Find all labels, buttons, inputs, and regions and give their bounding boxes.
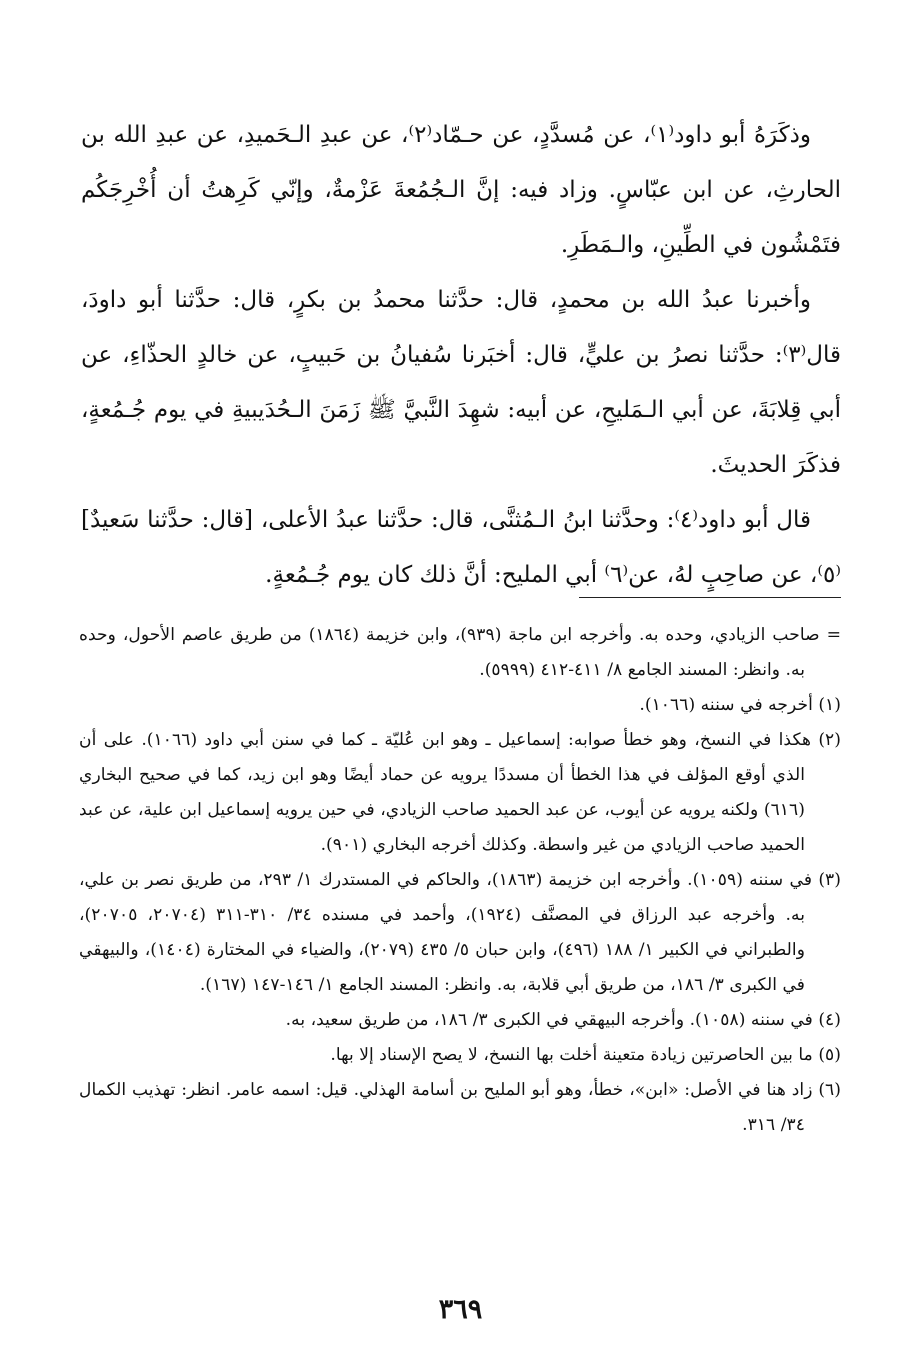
footnote-5: (٥) ما بين الحاصرتين زيادة متعينة أخلت بها النسخ، لا يصح الإسناد إلا بها. xyxy=(330,1045,841,1065)
footnote-6: (٦) زاد هنا في الأصل: «ابن»، خطأ، وهو أبو المليح بن أسامة الهذلي. قيل: اسمه عامر. انظر: تهذيب الكمال ٣٤/ ٣١٦. xyxy=(79,1080,841,1135)
main-paragraph: قال أبو داود⁽٤⁾: وحدَّثنا ابنُ الـمُثنَّى، قال: حدَّثنا عبدُ الأعلى، [قال: حدَّثنا سَعيدٌ]⁽٥⁾، عن صاحِبٍ لهُ، عن⁽٦⁾ أبي المليح: أنَّ ذلك كان يوم جُـمُعةٍ. xyxy=(81,507,841,588)
footnote-continued: = صاحب الزيادي، وحده به. وأخرجه ابن ماجة (٩٣٩)، وابن خزيمة (١٨٦٤) من طريق عاصم الأحول، وحده به. وانظر: المسند الجامع ٨/ ٤١١-٤١٢ (٥٩٩٩). xyxy=(79,625,841,680)
footnotes-section xyxy=(79,618,841,1143)
footnote-2: (٢) هكذا في النسخ، وهو خطأ صوابه: إسماعيل ـ وهو ابن عُليّة ـ كما في سنن أبي داود (١٠٦٦). على أن الذي أوقع المؤلف في هذا الخطأ أن مسددًا يرويه عن حماد أيضًا وهو ابن زيد، كما في صحيح البخاري (٦١٦) ولكنه يرويه عن أيوب، عن عبد الحميد صاحب الزيادي، في حين يرويه إسماعيل ابن علية، عن عبد الحميد صاحب الزيادي من غير واسطة. وكذلك أخرجه البخاري (٩٠١). xyxy=(79,730,841,855)
main-paragraph: وأخبرنا عبدُ الله بن محمدٍ، قال: حدَّثنا محمدُ بن بكرٍ، قال: حدَّثنا أبو داودَ، قال⁽٣⁾: حدَّثنا نصرُ بن عليٍّ، قال: أخبَرنا سُفيانُ بن حَبيبٍ، عن خالدٍ الحذّاءِ، عن أبي قِلابَةَ، عن أبي الـمَليحِ، عن أبيه: شهِدَ النَّبيَّ ﷺ زَمَنَ الـحُدَيبيةِ في يوم جُـمُعةٍ، فذكَرَ الحديثَ. xyxy=(81,287,841,478)
main-paragraph: وذكَرَهُ أبو داود⁽١⁾، عن مُسدَّدٍ، عن حـمّاد⁽٢⁾، عن عبدِ الـحَميدِ، عن عبدِ الله بن الحارثِ، عن ابن عبّاسٍ. وزاد فيه: إنَّ الـجُمُعةَ عَزْمةٌ، وإنّي كَرِهتُ أن أُخْرِجَكُم فتَمْشُون في الطِّينِ، والـمَطَرِ. xyxy=(81,122,841,258)
footnote-1: (١) أخرجه في سننه (١٠٦٦). xyxy=(639,695,841,715)
page-number: ٣٦٩ xyxy=(438,1294,483,1325)
main-text-body xyxy=(81,108,841,603)
footnote-4: (٤) في سننه (١٠٥٨). وأخرجه البيهقي في الكبرى ٣/ ١٨٦، من طريق سعيد، به. xyxy=(285,1010,841,1030)
footnote-3: (٣) في سننه (١٠٥٩). وأخرجه ابن خزيمة (١٨٦٣)، والحاكم في المستدرك ١/ ٢٩٣، من طريق نصر بن علي، به. وأخرجه عبد الرزاق في المصنَّف (١٩٢٤)، وأحمد في مسنده ٣٤/ ٣١٠-٣١١ (٢٠٧٠٤، ٢٠٧٠٥)، والطبراني في الكبير ١/ ١٨٨ (٤٩٦)، وابن حبان ٥/ ٤٣٥ (٢٠٧٩)، والضياء في المختارة (١٤٠٤)، والبيهقي في الكبرى ٣/ ١٨٦، من طريق أبي قلابة، به. وانظر: المسند الجامع ١/ ١٤٦-١٤٧ (١٦٧). xyxy=(79,870,841,995)
footnote-separator xyxy=(579,597,841,598)
